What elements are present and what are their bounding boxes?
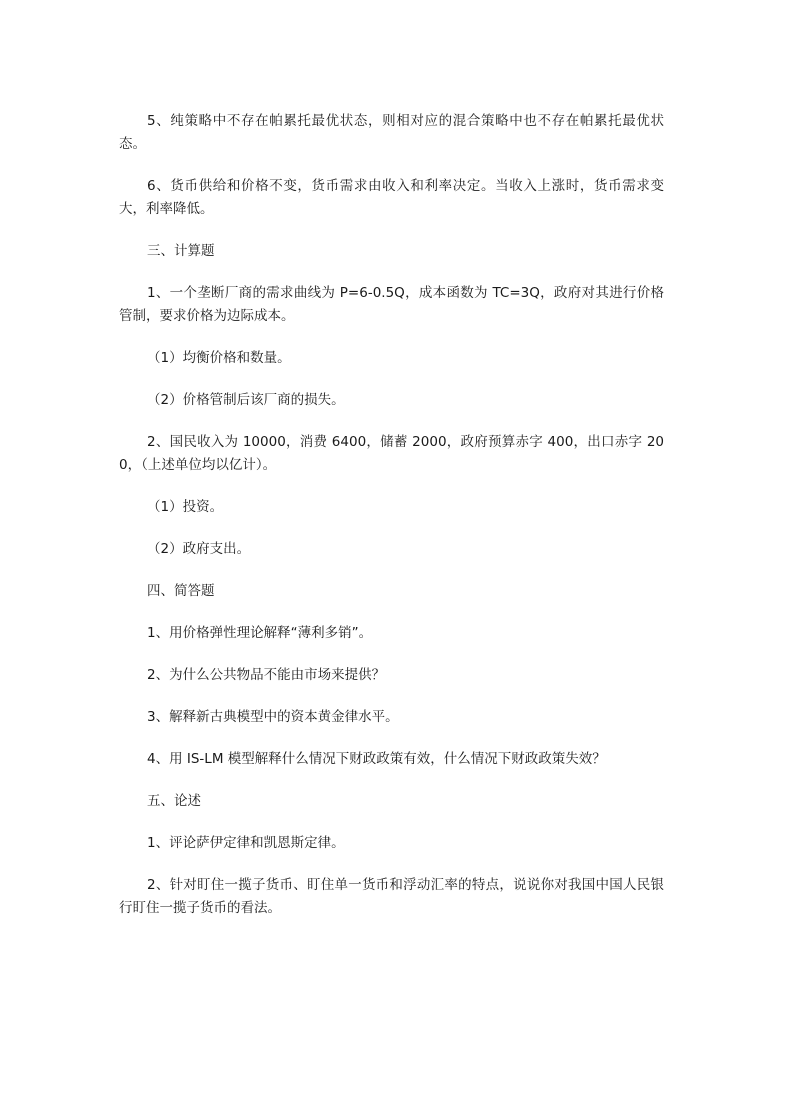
short-answer-4: 4、用 IS-LM 模型解释什么情况下财政政策有效，什么情况下财政政策失效？ — [147, 751, 606, 767]
calc-question-2: 2、国民收入为 10000，消费 6400，储蓄 2000，政府预算赤字 400，出口赤字 200，（上述单位均以亿计）。 — [119, 434, 664, 473]
calc-question-1-part-2: （2）价格管制后该厂商的损失。 — [147, 392, 345, 408]
calc-question-1-part-1: （1）均衡价格和数量。 — [147, 350, 291, 366]
item-6-money-demand: 6、货币供给和价格不变，货币需求由收入和利率决定。当收入上涨时，货币需求变大，利率降低。 — [119, 178, 664, 217]
calc-question-2-part-1: （1）投资。 — [147, 499, 224, 515]
section-heading-essay: 五、论述 — [147, 793, 201, 809]
essay-question-1: 1、评论萨伊定律和凯恩斯定律。 — [147, 835, 345, 851]
calc-question-2-part-2: （2）政府支出。 — [147, 541, 251, 557]
short-answer-3: 3、解释新古典模型中的资本黄金律水平。 — [147, 709, 399, 725]
section-heading-calculation: 三、计算题 — [147, 243, 215, 259]
document-body — [119, 110, 664, 939]
calc-question-1: 1、一个垄断厂商的需求曲线为 P=6-0.5Q，成本函数为 TC=3Q，政府对其进行价格管制，要求价格为边际成本。 — [119, 285, 664, 324]
short-answer-2: 2、为什么公共物品不能由市场来提供？ — [147, 667, 386, 683]
short-answer-1: 1、用价格弹性理论解释“薄利多销”。 — [147, 625, 373, 641]
section-heading-short-answer: 四、简答题 — [147, 583, 215, 599]
essay-question-2: 2、针对盯住一揽子货币、盯住单一货币和浮动汇率的特点，说说你对我国中国人民银行盯住一揽子货币的看法。 — [119, 877, 664, 916]
item-5-pareto: 5、纯策略中不存在帕累托最优状态，则相对应的混合策略中也不存在帕累托最优状态。 — [119, 113, 664, 152]
